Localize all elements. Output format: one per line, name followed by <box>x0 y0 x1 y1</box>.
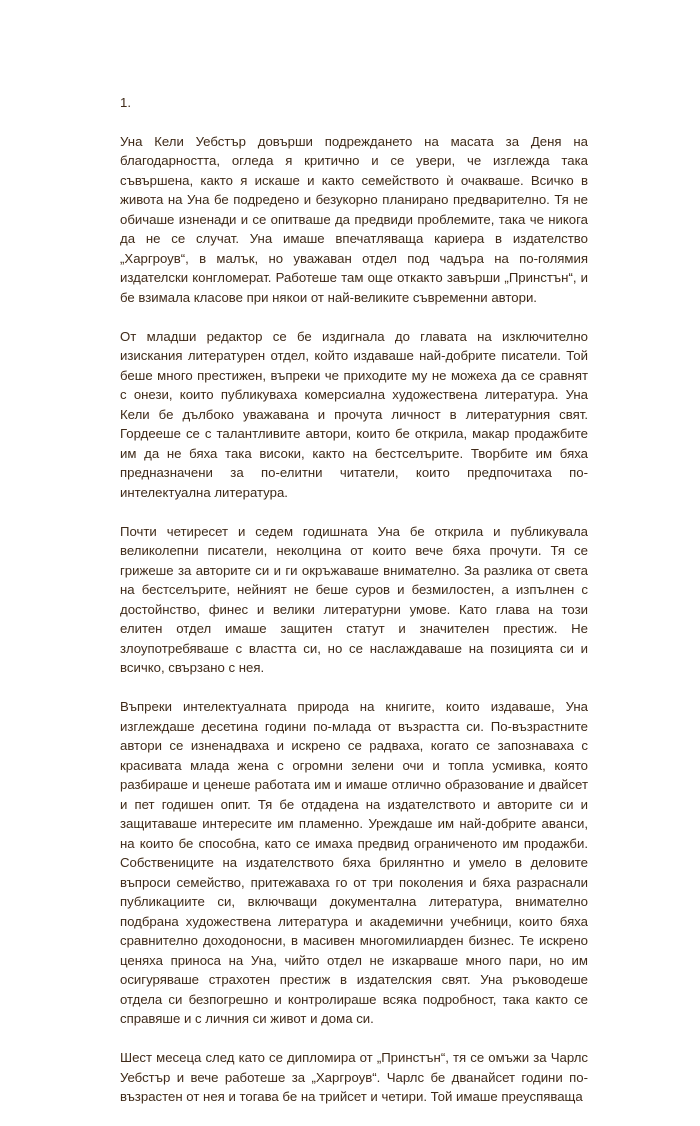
paragraph: От младши редактор се бе издигнала до главата на изключително изискания литературен отдел, който издаваше най-добрите писатели. Той беше много престижен, въпреки че приходите му не можеха да се сравнят с онези, които публикуваха комерсиална художествена литература. Уна Кели бе дълбоко уважавана и прочута личност в литературния свят. Гордееше се с талантливите автори, които бе открила, макар продажбите им да не бяха така високи, както на бестселърите. Творбите им бяха предназначени за по-елитни читатели, които предпочитаха по-интелектуална литература. <box>120 328 588 500</box>
paragraph: Почти четиресет и седем годишната Уна бе открила и публикувала великолепни писатели, неколцина от които вече бяха прочути. Тя се грижеше за авторите си и ги окръжаваше внимателно. За разлика от света на бестселърите, нейният не беше суров и безмилостен, а изпълнен с достойнство, финес и велики литературни умове. Като глава на този елитен отдел имаше защитен статут и значителен престиж. Не злоупотребяваше с властта си, но се наслаждаваше на позицията си и всичко, свързано с нея. <box>120 523 588 675</box>
document-body <box>120 93 588 1126</box>
paragraph: Уна Кели Уебстър довърши подреждането на масата за Деня на благодарността, огледа я критично и се увери, че изглежда така съвършена, както я искаше и както семейството ѝ очакваше. Всичко в живота на Уна бе подредено и безукорно планирано предварително. Тя не обичаше изненади и се опитваше да предвиди проблемите, така че никога да не се случат. Уна имаше впечатляваща кариера в издателство „Харгроув“, в малък, но уважаван отдел под чадъра на по-голямия издателски конгломерат. Работеше там още откакто завърши „Принстън“, и бе взимала класове при някои от най-великите съвременни автори. <box>120 133 588 305</box>
chapter-number: 1. <box>120 95 131 110</box>
paragraph: Шест месеца след като се дипломира от „Принстън“, тя се омъжи за Чарлс Уебстър и вече работеше за „Харгроув“. Чарлс бе дванайсет години по-възрастен от нея и тогава бе на трийсет и четири. Той имаше преуспяваща <box>120 1050 588 1104</box>
paragraph: Въпреки интелектуалната природа на книгите, които издаваше, Уна изглеждаше десетина години по-млада от възрастта си. По-възрастните автори се изненадваха и искрено се радваха, когато се запознаваха с красивата млада жена с огромни зелени очи и топла усмивка, която разбираше и ценеше работата им и имаше отлично образование и двайсет и пет годишен опит. Тя бе отдадена на издателството и авторите си и защитаваше интересите им пламенно. Уреждаше им най-добрите аванси, на които бе способна, като се имаха предвид ограниченото им продажби. Собствениците на издателството бяха брилянтно и умело в деловите въпроси семейство, притежаваха го от три поколения и бяха разраснали публикациите си, включващи документална литература, внимателно подбрана художествена литература и академични учебници, които бяха сравнително доходоносни, в масивен многомилиарден бизнес. Те искрено ценяха приноса на Уна, чийто отдел не изкарваше много пари, но им осигуряваше страхотен престиж в издателския свят. Уна ръководеше отдела си безпогрешно и контролираше всяка подробност, така както се справяше и с личния си живот и дома си. <box>120 699 588 1026</box>
